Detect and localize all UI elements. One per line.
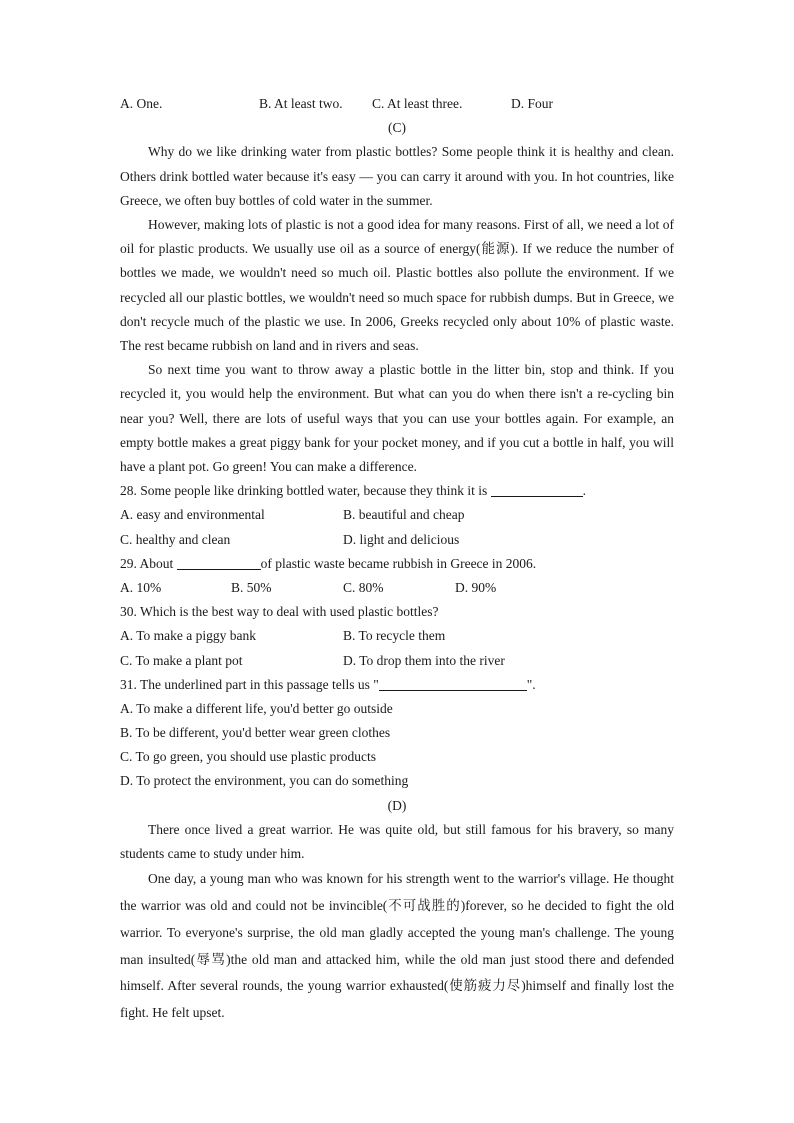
q29-stem-pre: 29. About [120, 555, 174, 571]
q29-option-b: B. 50% [231, 579, 272, 595]
q31-stem [120, 673, 674, 697]
q29-option-a: A. 10% [120, 579, 162, 595]
passage-d-label: (D) [387, 797, 407, 813]
q29-stem [120, 552, 674, 576]
q29-option-c: C. 80% [343, 579, 384, 595]
q28-option-a: A. easy and environmental [120, 507, 265, 523]
q31-stem-pre: 31. The underlined part in this passage tells us " [120, 676, 379, 692]
q30-option-c: C. To make a plant pot [120, 652, 243, 668]
q27-options [120, 92, 674, 116]
q30-stem: 30. Which is the best way to deal with used plastic bottles? [120, 604, 439, 620]
passage-c-paragraph-1: Why do we like drinking water from plastic bottles? Some people think it is healthy and clean. Others drink bottled water because it's easy — you can carry it around with you. In hot countries, like Greece, we often buy bottles of cold water in the summer. [120, 144, 674, 208]
q30-option-b: B. To recycle them [343, 628, 446, 644]
passage-d-paragraph-2: One day, a young man who was known for his strength went to the warrior's village. He thought the warrior was old and could not be invincible(不可战胜的)forever, so he decided to fight the old warrior. To everyone's surprise, the old man gladly accepted the young man's challenge. The young man insulted(辱骂)the old man and attacked him, while the old man just stood there and defended himself. After several rounds, the young warrior exhausted(使筋疲力尽)himself and finally lost the fight. He felt upset. [120, 871, 674, 1021]
q30-option-d: D. To drop them into the river [343, 652, 505, 668]
q30-option-a: A. To make a piggy bank [120, 628, 257, 644]
q31-stem-post: ". [526, 676, 536, 692]
q27-option-c: C. At least three. [372, 96, 463, 111]
q28-stem [120, 479, 674, 503]
q28-option-c: C. healthy and clean [120, 531, 231, 547]
q28-options-row-1 [120, 503, 674, 527]
q30-options-row-1 [120, 624, 674, 648]
q28-answer-blank [491, 482, 583, 497]
q28-options-row-2 [120, 528, 674, 552]
passage-c-paragraph-3: So next time you want to throw away a plastic bottle in the litter bin, stop and think. If you recycled it, you would help the environment. But what can you do when there isn't a re-cycling bin near you? Well, there are lots of useful ways that you can use your bottles again. For example, an empty bottle makes a great piggy bank for your pocket money, and if you cut a bottle in half, you will have a plant pot. Go green! You can make a difference. [120, 362, 674, 475]
page-content [120, 92, 674, 1027]
q28-stem-text: 28. Some people like drinking bottled water, because they think it is [120, 483, 488, 499]
q29-option-d: D. 90% [455, 579, 497, 595]
passage-c-paragraph-2: However, making lots of plastic is not a good idea for many reasons. First of all, we need a lot of oil for plastic products. We usually use oil as a source of energy(能源). If we reduce the number of bottles we made, we wouldn't need so much oil. Plastic bottles also pollute the environment. If we recycled all our plastic bottles, we wouldn't need so much space for rubbish dumps. But in Greece, we don't recycle much of the plastic we use. In 2006, Greeks recycled only about 10% of plastic waste. The rest became rubbish on land and in rivers and seas. [120, 216, 674, 353]
q31-option-a: A. To make a different life, you'd better go outside [120, 700, 393, 716]
q30-options-row-2 [120, 649, 674, 673]
q31-option-b: B. To be different, you'd better wear green clothes [120, 725, 391, 741]
q29-stem-post: of plastic waste became rubbish in Greece in 2006. [260, 555, 537, 571]
q27-option-d: D. Four [511, 96, 554, 111]
q28-stem-end: . [582, 483, 587, 499]
q27-option-a: A. One. [120, 96, 163, 111]
q28-option-b: B. beautiful and cheap [343, 507, 465, 523]
q29-answer-blank [177, 555, 261, 570]
q28-option-d: D. light and delicious [343, 531, 460, 547]
q29-options [120, 576, 674, 600]
q31-option-c: C. To go green, you should use plastic products [120, 749, 377, 765]
q31-option-d: D. To protect the environment, you can do something [120, 773, 409, 789]
passage-c-label: (C) [388, 120, 406, 136]
q31-answer-blank [379, 676, 527, 691]
q27-option-b: B. At least two. [259, 96, 343, 111]
passage-d-paragraph-1: There once lived a great warrior. He was quite old, but still famous for his bravery, so many students came to study under him. [120, 821, 674, 862]
